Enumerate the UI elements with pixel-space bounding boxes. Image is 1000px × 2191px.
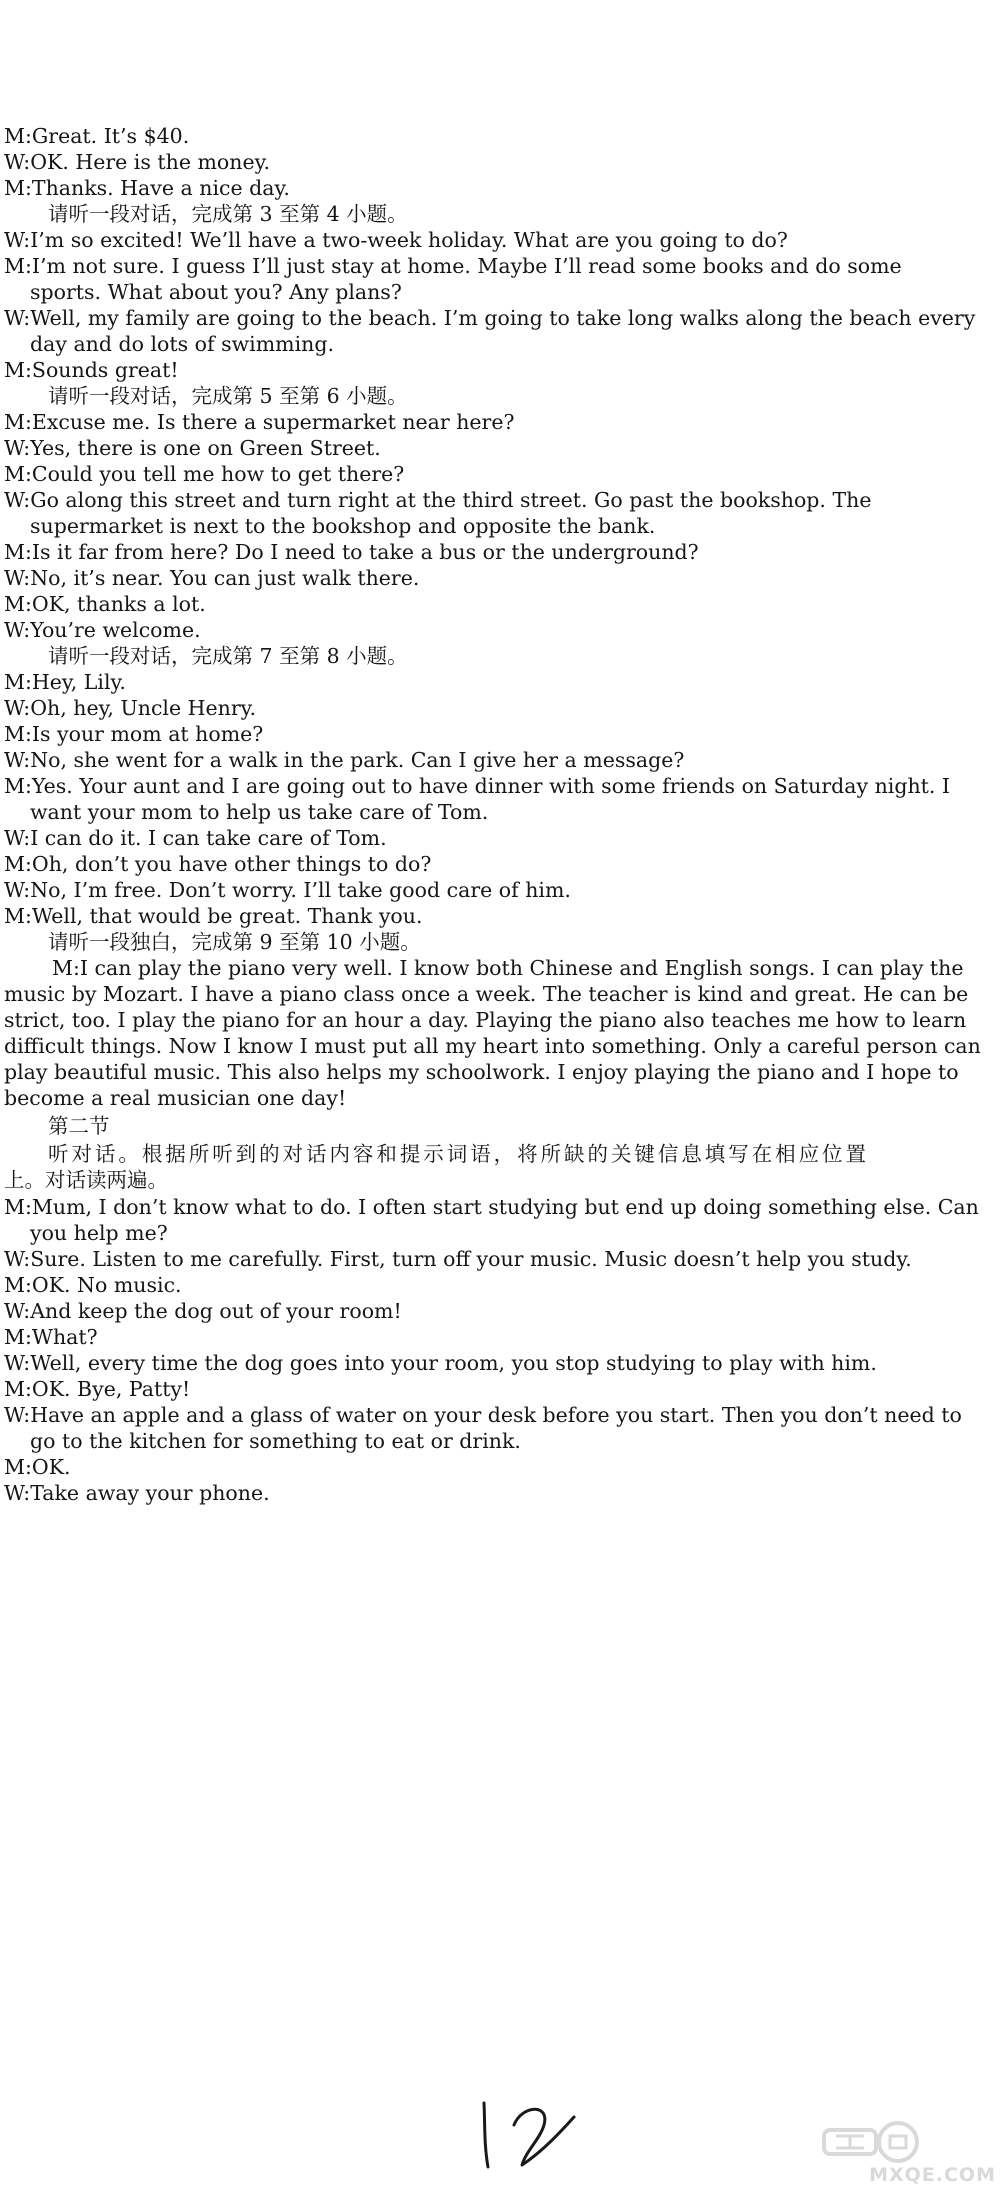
dialogue-line: M:Is your mom at home? [4,722,264,746]
section-instruction: 请听一段对话，完成第 3 至第 4 小题。 [48,202,408,226]
dialogue-line: M:Well, that would be great. Thank you. [4,904,423,928]
dialogue-line: W:Oh, hey, Uncle Henry. [4,696,257,720]
dialogue-line: W:No, she went for a walk in the park. Can I give her a message? [4,748,685,772]
monologue-line: play beautiful music. This also helps my schoolwork. I enjoy playing the piano and I hope to [4,1060,959,1084]
section-instruction: 请听一段对话，完成第 7 至第 8 小题。 [48,644,408,668]
dialogue-line: W:Yes, there is one on Green Street. [4,436,381,460]
dialogue-line: W:I’m so excited! We’ll have a two-week holiday. What are you going to do? [4,228,788,252]
dialogue-line-continued: want your mom to help us take care of Tom. [30,800,489,824]
handwritten-page-number [470,2095,610,2175]
monologue-line: strict, too. I play the piano for an hour a day. Playing the piano also teaches me how to learn [4,1008,967,1032]
dialogue-line: W:Well, every time the dog goes into your room, you stop studying to play with him. [4,1351,877,1375]
dialogue-line: W:Have an apple and a glass of water on your desk before you start. Then you don’t need to [4,1403,962,1427]
dialogue-line: M:Great. It’s $40. [4,124,190,148]
dialogue-line: M:OK. Bye, Patty! [4,1377,191,1401]
dialogue-line: M:Excuse me. Is there a supermarket near here? [4,410,515,434]
answer-circle-logo-icon [818,2120,928,2166]
dialogue-line: W:OK. Here is the money. [4,150,270,174]
dialogue-line: M:OK, thanks a lot. [4,592,206,616]
dialogue-line: M:What? [4,1325,98,1349]
section-instruction: 请听一段对话，完成第 5 至第 6 小题。 [48,384,408,408]
watermark [810,2120,998,2188]
dialogue-line: W:No, I’m free. Don’t worry. I’ll take good care of him. [4,878,571,902]
dialogue-line: M:OK. [4,1455,71,1479]
section-heading: 第二节 [48,1114,110,1138]
dialogue-line: M:Hey, Lily. [4,670,126,694]
dialogue-line-continued: day and do lots of swimming. [30,332,335,356]
dialogue-line: M:Thanks. Have a nice day. [4,176,290,200]
dialogue-line: M:OK. No music. [4,1273,182,1297]
dialogue-line: W:Take away your phone. [4,1481,270,1505]
monologue-line: become a real musician one day! [4,1086,347,1110]
section-instruction: 上。对话读两遍。 [4,1168,168,1192]
monologue-line: difficult things. Now I know I must put all my heart into something. Only a careful person can [4,1034,981,1058]
dialogue-line: W:No, it’s near. You can just walk there. [4,566,420,590]
dialogue-line-continued: you help me? [30,1221,168,1245]
dialogue-line: M:Sounds great! [4,358,179,382]
dialogue-line: M:I’m not sure. I guess I’ll just stay at home. Maybe I’ll read some books and do some [4,254,902,278]
dialogue-line-continued: supermarket is next to the bookshop and opposite the bank. [30,514,656,538]
dialogue-line: M:Could you tell me how to get there? [4,462,405,486]
dialogue-line: M:Yes. Your aunt and I are going out to have dinner with some friends on Saturday night. I [4,774,951,798]
dialogue-line: M:Is it far from here? Do I need to take a bus or the underground? [4,540,699,564]
section-instruction: 请听一段独白，完成第 9 至第 10 小题。 [48,930,421,954]
dialogue-line: M:Mum, I don’t know what to do. I often start studying but end up doing something else. Can [4,1195,979,1219]
dialogue-line-continued: go to the kitchen for something to eat or drink. [30,1429,521,1453]
dialogue-line: W:Sure. Listen to me carefully. First, turn off your music. Music doesn’t help you study. [4,1247,912,1271]
dialogue-line: W:I can do it. I can take care of Tom. [4,826,387,850]
dialogue-line: W:Well, my family are going to the beach. I’m going to take long walks along the beach every [4,306,976,330]
dialogue-line: M:Oh, don’t you have other things to do? [4,852,432,876]
monologue-line: M:I can play the piano very well. I know both Chinese and English songs. I can play the [52,956,964,980]
dialogue-line-continued: sports. What about you? Any plans? [30,280,402,304]
dialogue-line: W:And keep the dog out of your room! [4,1299,402,1323]
watermark-text: MXQE.COM [869,2164,996,2186]
section-instruction: 听对话。根据所听到的对话内容和提示词语，将所缺的关键信息填写在相应位置 [48,1142,866,1166]
monologue-line: music by Mozart. I have a piano class once a week. The teacher is kind and great. He can be [4,982,969,1006]
dialogue-line: W:You’re welcome. [4,618,201,642]
dialogue-line: W:Go along this street and turn right at the third street. Go past the bookshop. The [4,488,872,512]
